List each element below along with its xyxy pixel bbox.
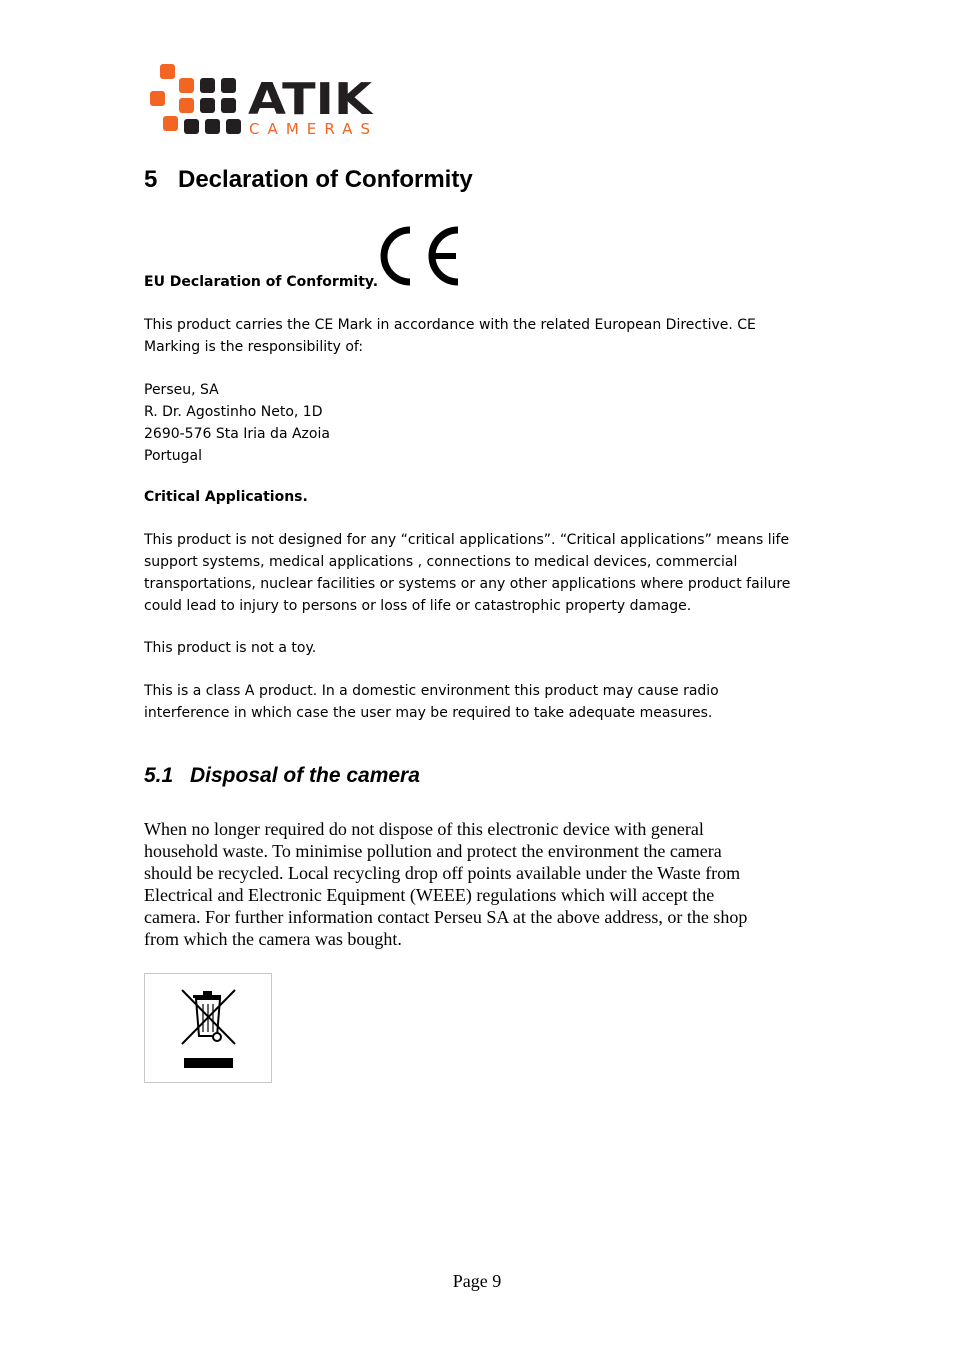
ce-mark-icon [372,224,462,293]
critical-line-4: could lead to injury to persons or loss of life or catastrophic property damage. [144,598,692,614]
class-a-line-1: This is a class A product. In a domestic environment this product may cause radio [144,683,719,699]
disposal-paragraph [144,818,809,950]
page-number: Page 9 [452,1271,502,1291]
not-a-toy-text: This product is not a toy. [144,640,317,656]
ce-intro-paragraph [144,314,809,358]
critical-line-3: transportations, nuclear facilities or systems or any other applications where product failure [144,576,791,592]
logo-brand-text: ATIK [248,74,375,125]
disposal-line-1: When no longer required do not dispose of this electronic device with general [144,819,704,839]
critical-line-2: support systems, medical applications , connections to medical devices, commercial [144,554,738,570]
section-number: 5 [144,166,158,193]
disposal-line-5: camera. For further information contact Perseu SA at the above address, or the shop [144,907,748,927]
eu-declaration-label: EU Declaration of Conformity. [144,274,379,290]
section-heading [144,166,473,194]
ce-intro-line-2: Marking is the responsibility of: [144,339,364,355]
class-a-line-2: interference in which case the user may be required to take adequate measures. [144,705,713,721]
address-line-street: R. Dr. Agostinho Neto, 1D [144,404,323,420]
address-line-postcode: 2690-576 Sta Iria da Azoia [144,426,330,442]
class-a-paragraph [144,680,809,724]
disposal-line-6: from which the camera was bought. [144,929,402,949]
address-line-country: Portugal [144,448,202,464]
disposal-line-4: Electrical and Electronic Equipment (WEEE) regulations which will accept the [144,885,715,905]
logo-sub-text: CAMERAS [249,120,370,138]
critical-applications-label: Critical Applications. [144,489,308,505]
critical-applications-paragraph [144,529,809,617]
disposal-line-3: should be recycled. Local recycling drop off points available under the Waste from [144,863,741,883]
ce-intro-line-1: This product carries the CE Mark in accordance with the related European Directive. CE [144,317,756,333]
disposal-line-2: household waste. To minimise pollution and protect the environment the camera [144,841,722,861]
section-title: Declaration of Conformity [178,166,473,193]
subsection-title: Disposal of the camera [190,764,420,787]
address-block [144,379,809,467]
subsection-number: 5.1 [144,764,174,787]
weee-crossed-bin-icon [144,973,272,1083]
critical-line-1: This product is not designed for any “critical applications”. “Critical applications” means life [144,532,790,548]
subsection-heading [144,764,420,788]
address-line-company: Perseu, SA [144,382,219,398]
atik-cameras-logo [150,64,375,138]
